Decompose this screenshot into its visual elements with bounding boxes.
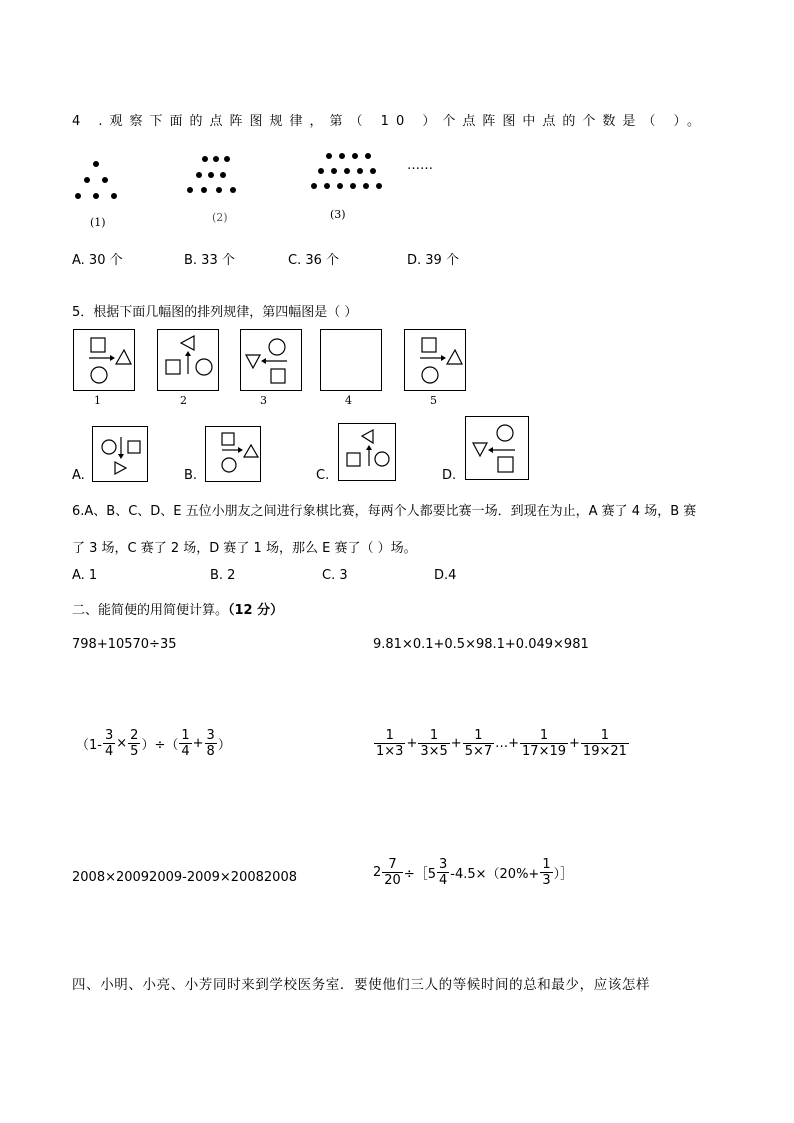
q6-line-1: 6.A、B、C、D、E 五位小朋友之间进行象棋比赛，每两个人都要比赛一场．到现在为止，A 赛了 4 场，B 赛	[72, 504, 697, 519]
q5-option-d-figure	[465, 416, 529, 480]
fraction: $\frac{1}{1\times 3}$	[376, 728, 404, 759]
problem-3: （1- $\frac{3}{4}$ × $\frac{2}{5}$ ）÷（ $\frac{1}{4}$ + $\frac{3}{8}$ ）	[76, 728, 231, 759]
fraction: $\frac{1}{17\times 19}$	[522, 728, 567, 759]
q5-option-a-letter: A.	[72, 468, 85, 483]
fraction: $\frac{1}{5\times 7}$	[464, 728, 493, 759]
sequence-box-2	[157, 329, 219, 391]
q5-option-c-figure	[338, 423, 396, 481]
q4-option-a: A. 30 个	[72, 253, 123, 268]
q5-text: 5．根据下面几幅图的排列规律，第四幅图是（ ）	[72, 305, 358, 320]
section-2-heading	[72, 599, 283, 618]
fraction: $\frac{1}{3}$	[542, 857, 551, 888]
pattern-label-2: (2)	[212, 211, 228, 224]
fraction: $\frac{3}{4}$	[439, 857, 448, 888]
q5-option-b-letter: B.	[184, 468, 198, 483]
box-label-5: 5	[430, 394, 437, 407]
sequence-box-3	[240, 329, 302, 391]
fraction: $\frac{2}{5}$	[130, 728, 139, 759]
fraction: $\frac{1}{19\times 21}$	[582, 728, 627, 759]
sequence-box-5	[404, 329, 466, 391]
sequence-box-1	[73, 329, 135, 391]
dot-pattern-1	[70, 158, 140, 203]
box-label-1: 1	[94, 394, 101, 407]
q6-option-a: A. 1	[72, 568, 98, 583]
fraction: $\frac{7}{20}$	[384, 857, 401, 888]
q6-option-b: B. 2	[210, 568, 236, 583]
problem-5: 2008×20092009-2009×20082008	[72, 870, 297, 885]
q4-text: 4 .观察下面的点阵图规律，第（ 10 ）个点阵图中点的个数是（ ）。	[72, 114, 707, 129]
fraction: $\frac{3}{4}$	[104, 728, 114, 759]
q4-option-d: D. 39 个	[407, 253, 459, 268]
q5-option-c-letter: C.	[316, 468, 330, 483]
q5-option-a-figure	[92, 426, 148, 482]
dot-pattern-3	[308, 150, 398, 195]
q4-option-c: C. 36 个	[288, 253, 340, 268]
dots-ellipsis: ……	[407, 158, 433, 173]
section-2-title: 二、能简便的用简便计算。	[72, 603, 229, 618]
section-4-text: 四、小明、小亮、小芳同时来到学校医务室．要使他们三人的等候时间的总和最少，应该怎样	[72, 977, 651, 993]
q5-option-d-letter: D.	[442, 468, 457, 483]
fraction: $\frac{3}{8}$	[206, 728, 215, 759]
pattern-label-1: (1)	[90, 216, 106, 229]
problem-1: 798+10570÷35	[72, 637, 177, 652]
pattern-label-3: (3)	[330, 208, 346, 221]
fraction: $\frac{1}{3\times 5}$	[420, 728, 448, 759]
dot-pattern-2	[184, 153, 254, 198]
q6-option-c: C. 3	[322, 568, 348, 583]
q4-option-b: B. 33 个	[184, 253, 235, 268]
box-label-3: 3	[260, 394, 267, 407]
problem-2: 9.81×0.1+0.5×98.1+0.049×981	[373, 637, 589, 652]
sequence-box-4-blank	[320, 329, 382, 391]
fraction: $\frac{1}{4}$	[181, 728, 190, 759]
problem-6: 2 $\frac{7}{20}$ ÷［5 $\frac{3}{4}$ -4.5×（20%+ $\frac{1}{3}$ ）］	[373, 857, 574, 888]
box-label-2: 2	[180, 394, 187, 407]
q6-option-d: D.4	[434, 568, 457, 583]
q6-line-2: 了 3 场，C 赛了 2 场，D 赛了 1 场，那么 E 赛了（ ）场。	[72, 541, 417, 556]
problem-4: $\frac{1}{1\times 3}$ + $\frac{1}{3\times 5}$ + $\frac{1}{5\times 7}$ …+ $\frac{1}{17\times 19}$ + $\frac{1}{19\times 21}$	[376, 728, 627, 759]
q5-option-b-figure	[205, 426, 261, 482]
box-label-4: 4	[345, 394, 352, 407]
section-2-score: （12 分）	[228, 603, 284, 618]
